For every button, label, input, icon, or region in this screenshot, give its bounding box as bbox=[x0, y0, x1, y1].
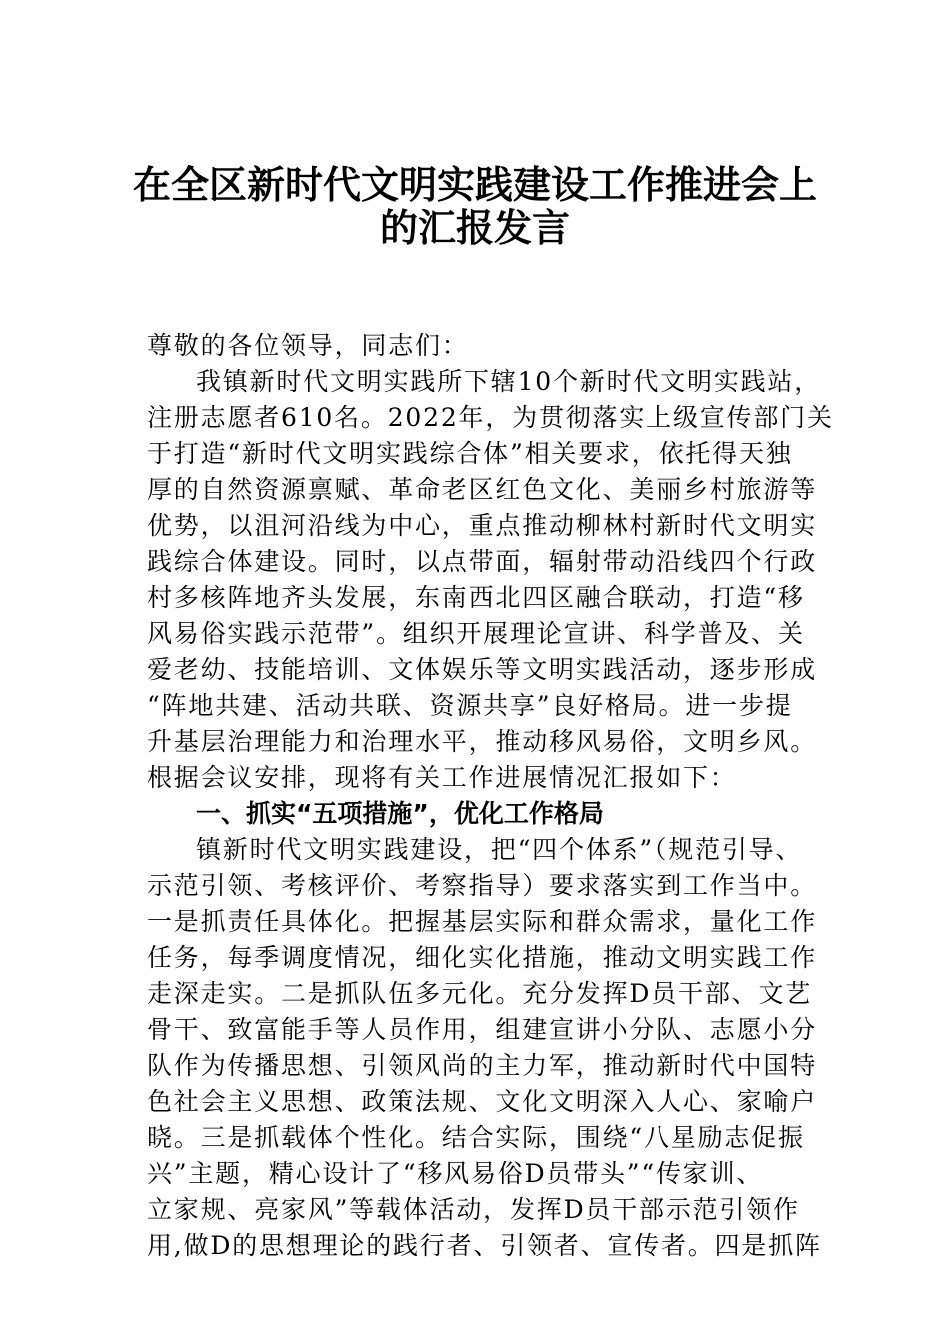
document-title-line-2: 的汇报发言 bbox=[379, 205, 570, 250]
paragraph-1-line-3: 于打造“新时代文明实践综合体”相关要求，依托得天独 bbox=[147, 439, 793, 468]
paragraph-2-line-4: 任务，每季调度情况，细化实化措施，推动文明实践工作 bbox=[147, 943, 818, 972]
greeting: 尊敬的各位领导，同志们： bbox=[147, 331, 469, 360]
paragraph-2-line-1: 镇新时代文明实践建设，把“四个体系”（规范引导、 bbox=[196, 835, 803, 864]
paragraph-1-line-4: 厚的自然资源禀赋、革命老区红色文化、美丽乡村旅游等 bbox=[147, 475, 818, 504]
paragraph-1-line-5: 优势，以沮河沿线为中心，重点推动柳林村新时代文明实 bbox=[147, 511, 818, 540]
paragraph-1-line-7: 村多核阵地齐头发展，东南西北四区融合联动，打造“移 bbox=[147, 583, 805, 612]
paragraph-1-line-10: “阵地共建、活动共联、资源共享”良好格局。进一步提 bbox=[147, 691, 793, 720]
paragraph-2-line-3: 一是抓责任具体化。把握基层实际和群众需求，量化工作 bbox=[147, 907, 818, 936]
paragraph-1-line-2: 注册志愿者610名。2022年，为贯彻落实上级宣传部门关 bbox=[147, 403, 834, 432]
section-1-heading: 一、抓实“五项措施”，优化工作格局 bbox=[196, 799, 604, 828]
paragraph-2-line-6: 骨干、致富能手等人员作用，组建宣讲小分队、志愿小分 bbox=[147, 1015, 818, 1044]
paragraph-2-line-9: 晓。三是抓载体个性化。结合实际，围绕“八星励志促振 bbox=[147, 1123, 805, 1152]
paragraph-1-line-6: 践综合体建设。同时，以点带面，辐射带动沿线四个行政 bbox=[147, 547, 818, 576]
paragraph-2-line-10: 兴”主题，精心设计了“移风易俗D员带头”“传家训、 bbox=[147, 1159, 764, 1188]
paragraph-2-line-11: 立家规、亮家风”等载体活动，发挥D员干部示范引领作 bbox=[147, 1195, 800, 1224]
paragraph-1-line-11: 升基层治理能力和治理水平，推动移风易俗，文明乡风。 bbox=[147, 727, 818, 756]
document-title-line-1: 在全区新时代文明实践建设工作推进会上 bbox=[132, 162, 817, 207]
paragraph-1-line-8: 风易俗实践示范带”。组织开展理论宣讲、科学普及、关 bbox=[147, 619, 805, 648]
paragraph-1-line-1: 我镇新时代文明实践所下辖10个新时代文明实践站， bbox=[196, 367, 822, 396]
paragraph-2-line-5: 走深走实。二是抓队伍多元化。充分发挥D员干部、文艺 bbox=[147, 979, 813, 1008]
paragraph-1-line-9: 爱老幼、技能培训、文体娱乐等文明实践活动，逐步形成 bbox=[147, 655, 818, 684]
paragraph-2-line-12: 用,做D的思想理论的践行者、引领者、宣传者。四是抓阵 bbox=[147, 1231, 822, 1260]
paragraph-2-line-2: 示范引领、考核评价、考察指导）要求落实到工作当中。 bbox=[147, 871, 818, 900]
paragraph-2-line-7: 队作为传播思想、引领风尚的主力军，推动新时代中国特 bbox=[147, 1051, 818, 1080]
paragraph-1-line-12: 根据会议安排，现将有关工作进展情况汇报如下： bbox=[147, 763, 737, 792]
paragraph-2-line-8: 色社会主义思想、政策法规、文化文明深入人心、家喻户 bbox=[147, 1087, 818, 1116]
